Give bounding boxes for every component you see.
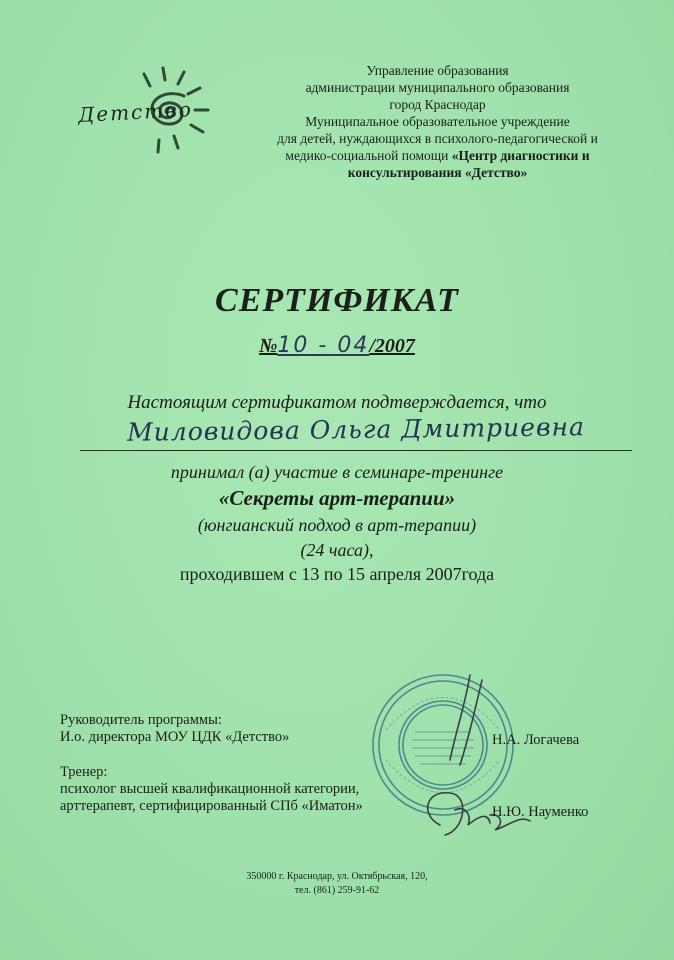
head-name: Н.А. Логачева	[492, 732, 580, 748]
trainer-role-line-2: психолог высшей квалификационной категории,	[60, 781, 360, 797]
seminar-subtitle: (юнгианский подход в арт-терапии)	[197, 515, 477, 535]
trainer-role-line-3: арттерапевт, сертифицированный СПб «Иматон»	[60, 798, 363, 814]
head-role-line-1: Руководитель программы:	[60, 712, 222, 728]
header-line-1: Управление образования	[366, 63, 509, 78]
confirm-text: Настоящим сертификатом подтверждается, что	[127, 392, 547, 413]
header-line-5: для детей, нуждающихся в психолого-педагогической и	[277, 131, 598, 146]
certificate-number	[0, 333, 674, 358]
head-role-line-2: И.о. директора МОУ ЦДК «Детство»	[60, 729, 290, 745]
header-line-3: город Краснодар	[389, 97, 486, 112]
name-underline	[80, 450, 632, 451]
number-handwritten: 10 - 04	[277, 333, 370, 358]
header-line-2: администрации муниципального образования	[305, 80, 570, 95]
footer-phone: тел. (861) 259-91-62	[294, 885, 380, 896]
certificate-title: СЕРТИФИКАТ	[215, 282, 459, 319]
trainer-role-line-1: Тренер:	[60, 764, 108, 780]
seminar-hours: (24 часа),	[300, 540, 374, 560]
seminar-title: «Секреты арт-терапии»	[218, 486, 456, 510]
header-line-7: консультирования «Детство»	[347, 165, 528, 180]
footer-contacts	[0, 870, 674, 898]
header-line-4: Муниципальное образовательное учреждение	[305, 114, 570, 129]
header-line-6-plain: медико-социальной помощи	[285, 148, 449, 163]
recipient-name: Миловидова Ольга Дмитриевна	[126, 412, 586, 447]
number-prefix: №	[259, 335, 278, 357]
head-role	[60, 712, 289, 746]
seminar-dates: проходившем с 13 по 15 апреля 2007года	[179, 564, 495, 584]
number-suffix: /2007	[369, 335, 415, 357]
logo-wordmark: Детство	[77, 97, 194, 127]
header-line-6-bold: «Центр диагностики и	[451, 148, 590, 163]
header-line-6	[255, 147, 620, 164]
trainer-role	[60, 764, 363, 815]
footer-address: 350000 г. Краснодар, ул. Октябрьская, 120,	[246, 871, 428, 882]
trainer-name: Н.Ю. Науменко	[492, 804, 589, 820]
issuer-header	[255, 62, 620, 181]
participated-text: принимал (а) участие в семинаре-тренинге	[170, 462, 504, 482]
